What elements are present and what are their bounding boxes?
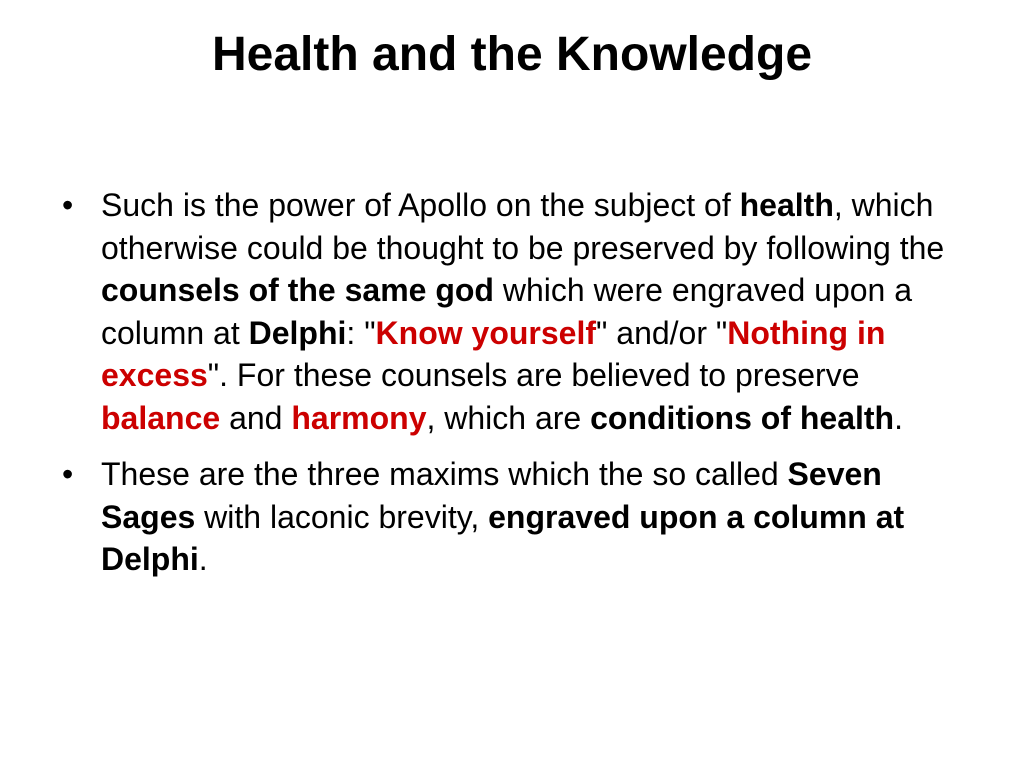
bullet-text-segment: . (198, 541, 208, 577)
bullet-text-highlight: balance (101, 399, 221, 436)
bullet-text-segment: , which are (426, 399, 591, 436)
bullet-text-segment: ". For these counsels are believed to preserve (207, 357, 860, 393)
bullet-text-segment: , which otherwise could be thought to be preserved by following the (101, 187, 945, 266)
bullet-marker: • (62, 456, 74, 492)
bullet-text-segment: which were engraved upon a column at (101, 272, 913, 351)
bullet-text-bold: counsels of the same god (101, 272, 494, 308)
bullet-text-segment: " and/or " (596, 314, 728, 351)
bullet-list (64, 184, 954, 581)
bullet-text-highlight: harmony (291, 399, 427, 436)
bullet-item (64, 184, 954, 439)
bullet-text-bold: Delphi (248, 314, 347, 351)
bullet-text-segment: These are the three maxims which the so called (101, 456, 788, 492)
bullet-text-bold: engraved upon a column at Delphi (101, 498, 905, 577)
bullet-marker: • (62, 187, 74, 223)
bullet-text-bold: health (739, 187, 834, 223)
bullet-item (64, 453, 954, 581)
bullet-text-bold: Seven Sages (101, 456, 882, 535)
bullet-text-segment: Such is the power of Apollo on the subject of (101, 187, 740, 223)
bullet-text-segment: with laconic brevity, (195, 498, 489, 535)
bullet-text-segment: and (220, 399, 292, 436)
bullet-text-segment: : " (346, 314, 376, 351)
bullet-text-highlight: Nothing in excess (101, 314, 886, 393)
slide-title: Health and the Knowledge (211, 28, 813, 81)
bullet-text-highlight: Know yourself (375, 314, 597, 351)
bullet-text-segment: . (894, 399, 903, 436)
bullet-text-bold: conditions of health (590, 399, 895, 436)
